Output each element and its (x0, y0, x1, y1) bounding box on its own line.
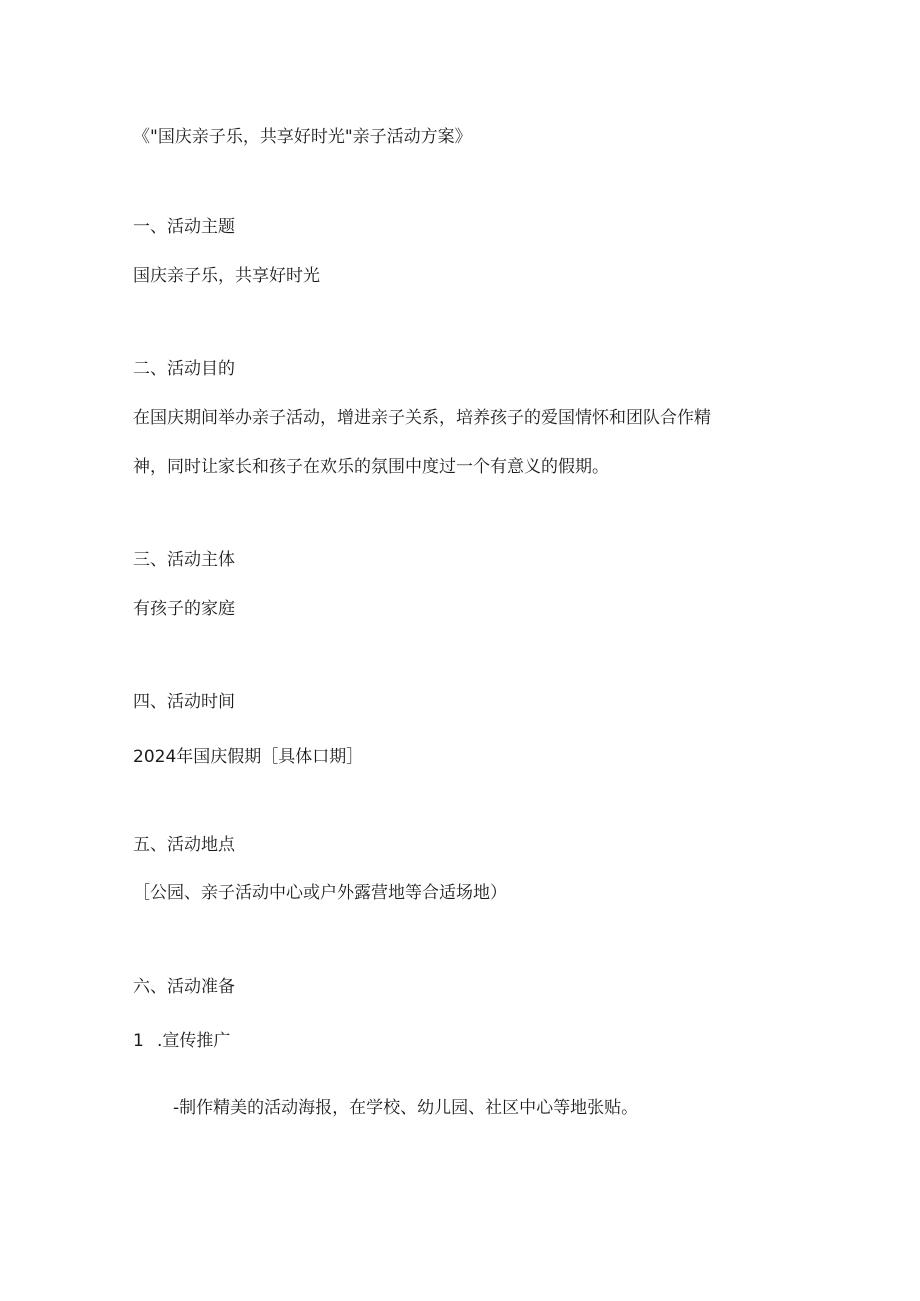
section-heading-location: 五、活动地点 (133, 835, 235, 855)
section-heading-participants: 三、活动主体 (133, 550, 235, 570)
list-item-detail: -制作精美的活动海报，在学校、幼儿园、社区中心等地张贴。 (173, 1098, 639, 1118)
section-body-theme: 国庆亲子乐，共享好时光 (133, 266, 320, 286)
section-heading-time: 四、活动时间 (133, 692, 235, 712)
section-body-purpose-line-2: 神，同时让家长和孩子在欢乐的氛围中度过一个有意义的假期。 (133, 457, 609, 477)
section-heading-preparation: 六、活动准备 (133, 977, 235, 997)
list-item-number: 1 (133, 1031, 144, 1051)
section-body-participants: 有孩子的家庭 (133, 599, 235, 619)
section-heading-purpose: 二、活动目的 (133, 359, 235, 379)
document-title: 《"国庆亲子乐，共享好时光"亲子活动方案》 (133, 127, 472, 147)
section-body-location: ［公园、亲子活动中心或户外露营地等合适场地） (133, 883, 507, 903)
section-heading-theme: 一、活动主题 (133, 217, 235, 237)
list-item-promotion (133, 1030, 230, 1052)
list-item-label: .宣传推广 (157, 1031, 231, 1051)
section-body-time: 2024年国庆假期［具体口期］ (133, 747, 364, 767)
section-body-purpose-line-1: 在国庆期间举办亲子活动，增进亲子关系，培养孩子的爱国情怀和团队合作精 (133, 408, 711, 428)
